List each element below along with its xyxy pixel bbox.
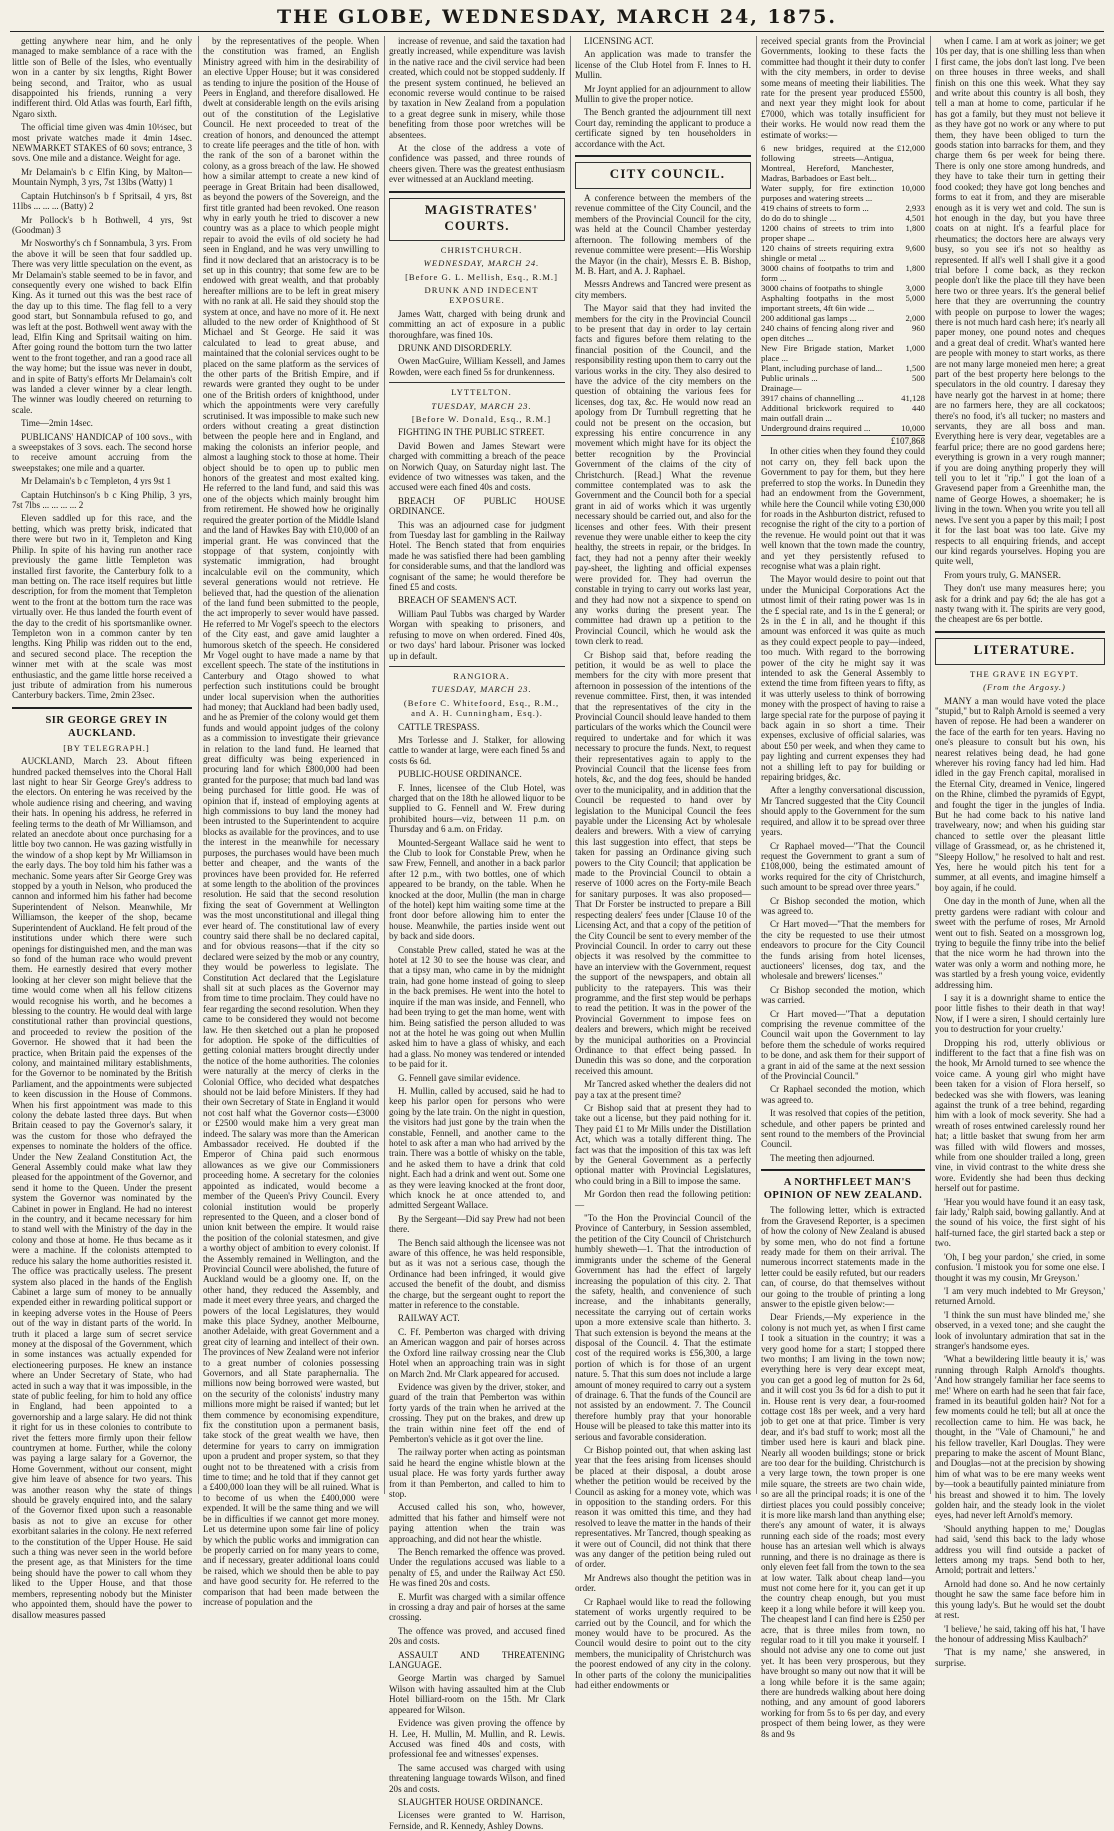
paragraph: Captain Hutchinson's b c King Philip, 3 yrs, 7st 7lbs ... ... ... ... 2 <box>12 489 192 511</box>
section-divider <box>389 191 565 193</box>
licensing-cases <box>575 36 751 149</box>
paragraph: Cr Raphael moved—"That the Council request the Government to grant a sum of £108,000, being the estimated amount of works required for the city of Christchurch, such amount to be spread over three years." <box>761 840 925 893</box>
estimate-amount: 2,933 <box>905 203 925 214</box>
paragraph: BREACH OF SEAMEN'S ACT. <box>398 595 517 606</box>
paragraph: Cr Hart moved—"That a deputation comprising the revenue committee of the Council wait upon the Government to lay before them the schedule of works required to be done, and ask them for their support of a grant in aid of the same at the next session of the Provincial Council." <box>761 1008 925 1082</box>
paragraph: The meeting then adjourned. <box>770 1152 875 1163</box>
estimate-amount: 1,800 <box>905 263 925 274</box>
northfleet-letter-end <box>935 36 1105 625</box>
paragraph: 'That is my name,' she answered, in surprise. <box>935 1647 1105 1668</box>
paragraph: Dropping his rod, utterly oblivious or indifferent to the fact that a fine fish was on the hook, Mr Arnold turned to see whence the voice came. A young girl who might have been taken for a vision of Flora herself, so bedecked was she with flowers, was leaning against the trunk of a tree behind, regarding him with a look of mock severity. She had a wreath of roses entwined carelessly round her hat; a little basket that swung from her arm was filled with wild flowers and mosses, while from one shoulder trailed a long, green vine, in vivid contrast to the white dress she wore. Evidently she had been thus decking herself out for pastime. <box>935 1037 1105 1194</box>
section-divider <box>575 155 751 157</box>
paragraph: 'Hear you would have found it an easy task, fair lady,' Ralph said, bowing gallantly. And at the sound of his voice, the first sight of his half-turned face, the girl started back a step or two. <box>935 1196 1105 1249</box>
paragraph: James Watt, charged with being drunk and committing an act of exposure in a public thoroughfare, was fined 10s. <box>389 308 565 340</box>
column-6 <box>935 36 1105 1668</box>
paragraph: BREACH OF PUBLIC HOUSE ORDINANCE. <box>389 495 565 517</box>
estimate-row <box>761 363 925 373</box>
grave-heading: THE GRAVE IN EGYPT. <box>970 668 1079 679</box>
estimate-row <box>761 323 925 343</box>
estimate-amount: 1,000 <box>905 343 925 354</box>
estimate-item: 3000 chains of footpaths to trim and form ... <box>761 263 894 284</box>
paragraph: E. Murfit was charged with a similar offence in crossing a dray and pair of horses at the same crossing. <box>389 1591 565 1623</box>
estimate-row <box>761 183 925 203</box>
paragraph: Mr Delamain's b c Elfin King, by Malton—Mountain Nymph, 3 yrs, 7st 13lbs (Watty) 1 <box>12 166 192 188</box>
paragraph: They don't use many measures here; you ask for a drink and pay 6d; the ale has got a nasty twang with it. The spirits are very good, the cheapest are 6s per bottle. <box>935 583 1105 625</box>
column-1 <box>12 36 192 1620</box>
estimate-amount: 500 <box>911 373 925 384</box>
courts-heading-box <box>389 198 565 241</box>
paragraph: Constable Prew called, stated he was at the hotel at 12 30 to see the house was clear, and that a tipsy man, who came in by the midnight train, had gone home instead of going to sleep in the back premises. He went into the hotel to inquire if the man was inside, and Fennell, who had been trying to get the man home, went with him. Being satisfied the person alluded to was not at the hotel he was going out when Mullin asked him to have a glass of whisky, and each had a glass. No money was tendered or intended to be paid for it. <box>389 944 566 1070</box>
paragraph: Mr Nosworthy's ch f Sonnambula, 3 yrs. From the above it will be seen that four saddled up. There was very little speculation on the event, as Mr Delamain's stable seemed to be in favor, and consequently every one wished to back Elfin King. As it turned out this was the best race of the day up to this time. The flag fell to a very good start, but Sonnambula refused to go, and was left at the post. Bothwell went away with the lead, Elfin King and Spritsail waiting on him. After going round the bottom turn the two latter went to the front together, and ran a good race all the way home; but the issue was never in doubt, and in spite of Batty's efforts Mr Delamain's colt was landed a clever winner by a clear length. The winner was loudly cheered on returning to scale. <box>12 238 192 415</box>
council-heading-box <box>575 162 751 189</box>
lyttelton-heading: LYTTELTON. <box>451 387 512 398</box>
estimate-amount: 4,501 <box>905 213 925 224</box>
paragraph: Mr Pollock's b h Bothwell, 4 yrs, 9st (Goodman) 3 <box>12 214 192 235</box>
paragraph: Cr Raphael would like to read the following statement of works urgently required to be carried out by the Council, and for which the money would have to be procured. As the Council would desire to point out to the city members, the municipality of Christchurch was the poorest endowed of any city in the colony. In other parts of the colony the municipalities had either endowments or <box>575 1596 751 1690</box>
paragraph: AUCKLAND, March 23. About fifteen hundred packed themselves into the Choral Hall last night to hear Sir George Grey's address to the electors. On entering he was received by the whole audience rising and cheering, and waving their hats. In opening his address, he referred in feeling terms to the death of Mr Williamson, and related an anecdote about once purchasing for a little boy two cannon. He was gazing wistfully in the window of a shop kept by Mr Williamson in the early days. The boy told him his father was a mechanic. Some years after Sir George Grey was stopped by a youth in Nelson, who produced the cannon and informed him his father had become Superintendent of Nelson. Meanwhile, Mr Williamson, the keeper of the shop, became Superintendent of Auckland. He felt proud of the institutions under which there were such openings for distinguished men, and the man was so fond of the human race who would prevent them. He earnestly desired that every mother looking at her clever son might believe that the time would come when all his fellow citizens would recognise his worth, and he becomes a blessing to the country. He would deal with large constitutional rather than provincial questions, and proceeded to review the position of the Governor. He showed that it had been the practice, when Britain paid the expenses of the colony, and maintained military establishments, for the Governor to be nominated by the British Parliament, and the appointments were subjected to keen discussion in the House of Commons. When his first appointment was made to this colony the debate lasted three days. But when Britain ceased to pay the Governor's salary, it was the custom for those who defrayed the expenses to nominate the holders of the office. Under the New Zealand Constitution Act, the General Assembly could make what law they pleased for the appointment of the Governor, and send it home to the Queen. Under the present system the Governor was nominated by the Cabinet in power in England. He had no interest in the country, and it became necessary for him to stand well with the Ministry of the day in the colony and those at home. He thus became as it were a machine. If the colonists attempted to reduce his salary the home authorities resisted it. The office was practically useless. The present system also placed in the hands of the English Cabinet a large sum of money to be annually expended either in rewarding political support or in keeping adverse votes in the House of Peers out of the way in distant parts of the world. In truth it placed a large sum of secret service money at the disposal of the Government, which in some instances was actually expended for electioneering purposes. He knew an instance where an Under Secretary of State, who had acted in such a way that it was impossible, in the state of public feeling, for him to hold any office in England, had been appointed to a governorship and a large salary. He did not think it right for us in these colonies to contribute to rivet the fetters more firmly upon their fellow countrymen at home. Further, while the colony was paying a large salary for a Governor, the Home Government, without our consent, might give him leave of absence for two years. This was another reason why the state of things should be gravely enquired into, and the salary of the Governor fixed upon such a reasonable basis as not to give an excuse for other exorbitant salaries in the colony. He next referred to the constitution of the Upper House. He said such a thing was never seen in the world before the present age, as that Ministers for the time being should have the power to call whom they liked to the Upper House, and that those members, representing nobody but the Minister who appointed them, should have the power to disallow measures passed <box>12 756 192 1620</box>
rangiora-date: TUESDAY, MARCH 23. <box>431 684 532 695</box>
estimates-total: £107,868 <box>761 435 925 446</box>
paragraph: Accused called his son, who, however, admitted that his father and himself were not paying attention when the train was approaching, and did not hear the whistle. <box>389 1502 565 1544</box>
estimate-item: Drainage— <box>761 383 802 394</box>
paragraph: Cr Bishop pointed out, that when asking last year that the fees arising from licenses should be placed at their disposal, a doubt arose whether the petition would be received by the Council as asking for a money vote, which was in opposition to the standing orders. For this reason it was omitted this time, and they had resolved to leave the matter in the hands of their representatives. Mr Tancred, though speaking as it were out of Council, did not think that there was any danger of the petition being ruled out of order. <box>575 1445 751 1570</box>
estimate-amount: 41,128 <box>901 393 925 404</box>
literature-heading-box <box>935 638 1105 665</box>
paragraph: by the representatives of the people. When the constitution was framed, an English Ministry agreed with him in the desirability of an elective Upper House; but it was considered as tending to injure the position of the House of Peers in England, and therefore disallowed. He dwelt at considerable length on the evils arising out of the constitution of the Legislative Council. He next proceeded to treat of the creation of honors, and denounced the attempt to create life peerages and the title of hon. with the rank of the son of a baronet within the colony, as a gross breach of the law. He showed how a similar attempt to create a new kind of peerage in Great Britain had been disallowed, as beyond the powers of the Sovereign, and the first title granted had been revoked. One reason why in early youth he tried to discover a new country was as a place to which people might repair to avoid the evils of old society he had seen in England, and he was very unwilling to find it now declared that an aristocracy is to be set up in this country; that some few are to be endowed with great wealth, and that probably hereafter millions are to be left in great misery with no rank at all. He said they should stop the system at once, and have no more of it. He next alluded to the new order of Knighthood of St Michael and St George. He said it was calculated to lead to great abuse, and maintained that the colonial services ought to be placed on the same platform as the services of the other parts of the British Empire, and if rewards were granted they ought to be under one of the British orders of knighthood, under which the appointments were very carefully scrutinised. It was impossible to make such new orders without creating a great distinction between the people here and in England, and making the colonists an inferior people, and almost a laughing stock to those at home. Their object should be to open up to public men honors of the greatest and most exalted king. He referred to the land fund, and said this was one of the objects which mainly brought him from retirement. He showed how he originally required the greater portion of the Middle Island and the land of Hawkes Bay with £10,000 of an imperial grant. He was convinced that the stoppage of that system, conjointly with systematic immigration, had brought incalculable evil on the community, which several generations would not retrieve. He believed that, had the question of the alienation of the land fund been submitted to the people, the act improperly to sever would have passed. He referred to Mr Vogel's speech to the electors of the City east, and gave amid laughter a humorous sketch of the speech. He considered Mr Vogel ought to have made a name by that excellent speech. The state of the institutions in Canterbury and Otago showed to what perfection such institutions could be brought under local supervision when the authorities had money; that Auckland had been badly used, and he as Premier of the colony would get them funds and would appoint judges of the colony as a commission to investigate their grievance in relation to the land fund. He learned that great difficulty was being experienced in procuring land for which £800,000 had been granted for the purpose; that much bad land was being purchased for little good. He was of opinion that if, instead of employing agents at high commissions to buy land the money had been intrusted to the Superintendent to acquire blocks as available for the provinces, and to use the interest in the meanwhile for necessary purposes, the purchases would have been much better and cheaper, and the wants of the provinces have been provided for. He referred at some length to the abolition of the provinces resolution. He said that the second resolution fixing the seat of Government at Wellington was the most unconstitutional and illegal thing ever heard of. The constitutional law of every country said there shall be no declared capital, and for obvious reasons—that if the city so declared were seized by the mob or any country, they would be powerless to legislate. The Constitution Act declared that the Legislature shall sit at such places as the Governor may from time to time proclaim. They could have no fear regarding the second resolution. When they came to be considered they would not become law. He then sketched out a plan he proposed for adoption. He spoke of the difficulties of getting colonial matters brought directly under the notice of the home authorities. The colonies were naturally at the mercy of clerks in the Colonial Office, who decided what despatches should not be laid before Ministers. If they had their own Secretary of State in England it would not cost half what the Governor costs—£3000 or £2500 would make him a very great man indeed. The salary was more than the American Ambassador received. He doubted if the Emperor of China paid such enormous allowances as we give our Commissioners proceeding home. A secretary for the colonies appointed as indicated, would become a member of the Queen's Privy Council. Every colonial institution would be properly represented to the Queen, and a closer bond of union knit between the empire. It would raise the position of the colonial statesmen, and give a worthy object of ambition to every colonist. If the Assembly remained in Wellington, and the Provincial Council were abolished, the future of Auckland would be a gloomy one. If, on the other hand, they reduced the Assembly, and made it meet every three years, and charged the powers of the local Legislatures, they would make this place Sydney, another Melbourne, another Adelaide, with great Government and a great city of learning and intellect of their own. The provinces of New Zealand were not inferior to a great number of colonies possessing Governors, and all State paraphernalia. The millions now being borrowed were wasted, but on the security of the colonists' industry many millions more might be raised if wanted; but let them commence by economising expenditure, fix the constitution upon a permanent basis, take stock of the great wealth we have, then determine for years to carry on immigration upon a prudent and proper system, so that they ought not to be threatened with a crisis from time to time; and he told that if they cannot get a £400,000 loan they will be all ruined. What is to become of us when the £400,000 were expended. It will be the same thing and we will be in difficulties if we cannot get more money. Let us determine upon some fair line of policy by which the public works and immigration can be properly carried on for many years to come, and if necessary, greater additional loans could be raised, which we should then be able to pay and have good security for. He referred to the comparison that had been made between the increase of population and the <box>203 36 380 1607</box>
paragraph: After a lengthy conversational discussion, Mr Tancred suggested that the City Council should apply to the Government for the sum required, and allow it to be spread over three years. <box>761 785 925 838</box>
paragraph: Mr Gordon then read the following petition:— <box>575 1189 751 1210</box>
paragraph: Captain Hutchinson's b f Spritsail, 4 yrs, 8st 11lbs ... ... ... (Batty) 2 <box>12 190 192 212</box>
estimate-item: do do do to shingle ... <box>761 213 837 224</box>
paragraph: This was an adjourned case for judgment from Tuesday last for gambling in the Railway Hotel. The Bench stated that from enquiries made he was satisfied there had been gambling for considerable sums, and that the landlord was cognisant of the same; he would therefore be fined £5 and costs. <box>389 519 565 593</box>
paragraph: Mr Joynt applied for an adjournment to allow Mullin to give the proper notice. <box>575 83 751 105</box>
paragraph: Licenses were granted to W. Harrison, Fernside, and R. Kennedy, Ashley Downs. <box>389 1810 565 1831</box>
paragraph: MANY a man would have voted the place "stupid," but to Ralph Arnold is seemed a very haven of repose. He had been a wanderer on the face of the earth for ten years. Having no one's pleasure to consult but his own, his nearest relatives being dead, he had gone wherever his roving fancy had led him. Had idled in the gay French capital, moralised in the Eternal City, dreamed in Venice, lingered on the Rhine, climbed the pyramids of Egypt, and fought the tiger in the jungles of India. But he had come back to his native land travelweary, now; and when his guiding star chanced to settle over the pleasant little village of Grassmead, or, as he christened it, "Sleepy Hollow," he resolved to halt and rest. Yes, here he would pitch his tent for a summer, at all events, and imagine himself a boy again, if he could. <box>935 695 1105 893</box>
racing-report <box>12 36 192 701</box>
paragraph: Mr Delamain's b c Templeton, 4 yrs 9st 1 <box>21 476 172 487</box>
paragraph: 'What a bewildering little beauty it is,' was running through Ralph Arnold's thoughts. 'And how strangely familiar her face seems to me!' Where on earth had he seen that fair face, framed in its beautiful golden hair? Not for a few moments could he tell; but all at once the recollection came to him. He was back, he thought, in the "Vale of Chamouni," he and his fellow traveller, Karl Douglas. They were preparing to make the ascent of Mount Blanc, and Douglas—not at the precision by showing him of what was to be ere many weeks went by—took a beautifully painted miniature from his breast and showed it to him. The lovely golden hair, and the steady look in the violet eyes, had never left Arnold's memory. <box>935 1354 1105 1521</box>
grey-subheading: [BY TELEGRAPH.] <box>63 742 150 753</box>
paragraph: "To the Hon the Provincial Council of the Province of Canterbury, in Session assembled, the petition of the City Council of Christchurch humbly sheweth—1. That the introduction of immigrants under the scheme of the General Government has had the effect of largely increasing the population of this city. 2. That the safety, health, and convenience of such increase, and the inhabitants generally, necessitate the carrying out of certain works upon a more extensive scale than hitherto. 3. That such extension is beyond the means at the disposal of the Council. 4. That the estimate cost of the required works is £56,300, a large portion of which is for those of an urgent nature. 5. That this sum does not include a large amount of money required to carry out a system of drainage. 6. That the funds of the Council are not assisted by an endowment. 7. The Council therefore humbly pray that your honorable House will be pleased to take this matter into its serious and favorable consideration. <box>575 1213 751 1442</box>
paragraph: 'Should anything happen to me,' Douglas had said, 'send this back to the lady whose address you will find outside a packet of letters among my traps. Send both to her, Arnold; portrait and letters.' <box>935 1523 1105 1576</box>
lyttelton-cases <box>389 427 565 661</box>
estimate-item: New Fire Brigade station, Market place ... <box>761 343 894 364</box>
estimate-item: 3917 chains of channelling ... <box>761 393 864 404</box>
rangiora-cases <box>389 722 565 1831</box>
paragraph: H. Mullin, called by accused, said he had to keep his parlor open for persons who were going by the late train. On the night in question, the visitors had just gone by the train when the constable, Fennell, and another came to the hotel to ask after a man who had arrived by the train. There was a bottle of whisky on the table, and he asked them to have a drink that cold night. Each had a drink and went out. Some one as they were leaving knocked at the front door, which knock he at once attended to, and admitted Sergeant Wallace. <box>389 1085 565 1211</box>
estimate-row <box>761 143 925 183</box>
paragraph: Cr Bishop seconded the motion, which was agreed to. <box>761 895 925 916</box>
paragraph: Mr Andrews also thought the petition was in order. <box>575 1572 751 1594</box>
paragraph: LICENSING ACT. <box>584 36 654 46</box>
estimate-row <box>761 243 925 263</box>
rangiora-heading: RANGIORA. <box>453 670 510 681</box>
estimate-item: 240 chains of fencing along river and open ditches ... <box>761 323 894 344</box>
estimate-row <box>761 343 925 363</box>
estimate-row <box>761 203 925 213</box>
paragraph: Arnold had done so. And he now certainly thought he saw the same face before him in this young lady's. But he would set the doubt at rest. <box>935 1578 1105 1621</box>
estimate-row <box>761 373 925 383</box>
estimate-amount: 1,500 <box>905 363 925 374</box>
paragraph: George Martin was charged by Samuel Wilson with having assaulted him at the Club Hotel billiard-room on the 15th. Mr Clark appeared for Wilson. <box>389 1673 565 1715</box>
paragraph: William Paul Tubbs was charged by Warder Worgan with speaking to prisoners, and refusing to move on when ordered. Fined 40s, or two days' hard labour. Prisoner was locked up in default. <box>389 608 565 661</box>
section-divider <box>389 666 565 667</box>
paragraph: Evidence was given proving the offence by H. Lee, H. Mullin, M. Mullin, and R. Lewis. Accused was fined 40s and costs, with professional fee and witnesses' expenses. <box>389 1718 565 1760</box>
paragraph: 'I think the sun must have blinded me,' she observed, in a vexed tone; and she caught the look of involuntary admiration that sat in the stranger's handsome eyes. <box>935 1309 1105 1351</box>
chch-cases <box>389 309 565 377</box>
section-divider <box>12 707 192 709</box>
courts-heading: MAGISTRATES' COURTS. <box>424 201 539 233</box>
column-rule <box>384 36 385 1494</box>
paragraph: PUBLIC-HOUSE ORDINANCE. <box>398 769 522 780</box>
northfleet-letter <box>761 1205 925 1739</box>
council-intro: received special grants from the Provincial Governments, looking to these facts the committee had thought it their duty to confer with the city members, in order to devise some means of meeting their liabilities. The rate for the present year produced £5500, and next year they might look for about £7000, which was totally insufficient for their works. He would now read them the estimate of works:— <box>761 36 925 140</box>
estimate-row <box>761 283 925 293</box>
paragraph: SLAUGHTER HOUSE ORDINANCE. <box>398 1796 543 1807</box>
paragraph: Mr Tancred asked whether the dealers did not pay a tax at the present time? <box>575 1079 751 1100</box>
paragraph: Evidence was given by the driver, stoker, and guard of the train that Pemberton was within forty yards of the train when he arrived at the crossing. They put on the brakes, and drew up the train within nine feet off the end of Pemberton's vehicle as it got over the line. <box>389 1381 565 1444</box>
estimate-amount: 10,000 <box>901 183 925 194</box>
masthead-rule <box>10 31 1104 32</box>
paragraph: The Bench said although the licensee was not aware of this offence, he was held responsible, but as it was not a serious case, though the Ordinance had been infringed, it would give accused the benefit of the doubt, and dismiss the charge, but the sergeant ought to report the matter in reference to the constable. <box>389 1237 565 1311</box>
estimate-row <box>761 423 925 433</box>
paragraph: Time—2min 14sec. <box>21 418 93 429</box>
estimate-amount: 3,000 <box>905 283 925 294</box>
section-divider <box>389 382 565 383</box>
estimate-row <box>761 293 925 313</box>
paragraph: Mrs Torlesse and J. Stalker, for allowing cattle to wander at large, were each fined 5s and costs 6s 6d. <box>389 734 565 766</box>
paragraph: Mounted-Sergeant Wallace said he went to the Club to look for Constable Prew, when he saw Frew, Fennell, and another in a back parlor after 12 p.m., with two bottles, one of which appeared to be brandy, on the table. When he knocked at the door, Mullin (the man in charge of the hotel) kept him waiting some time at the front door before allowing him to enter the house. Meanwhile, the parties inside went out by back and side doors. <box>389 837 565 942</box>
paragraph: The offence was proved, and accused fined 20s and costs. <box>389 1625 565 1647</box>
estimate-item: 1200 chains of streets to trim into proper shape ... <box>761 223 894 244</box>
council-report-end <box>761 446 925 1163</box>
paragraph: The Bench granted the adjournment till next Court day, reminding the applicant to produce a certificate signed by ten householders in accordance with the Act. <box>575 107 751 149</box>
grey-article <box>12 756 192 1620</box>
estimate-amount: 960 <box>911 323 925 334</box>
paragraph: The railway porter when acting as pointsman said he heard the engine whistle blown at the usual place. He was forty yards further away from it than Pemberton, and called to him to stop. <box>389 1447 565 1499</box>
drunk-heading: DRUNK AND INDECENT EXPOSURE. <box>424 284 539 306</box>
estimate-amount: 5,000 <box>905 293 925 304</box>
grave-source: (From the Argosy.) <box>983 682 1066 693</box>
paragraph: An application was made to transfer the license of the Club Hotel from F. Innes to H. Mullin. <box>575 49 751 81</box>
chch-date: WEDNESDAY, MARCH 24. <box>423 258 540 269</box>
northfleet-heading: A NORTHFLEET MAN'S OPINION OF NEW ZEALAND. <box>763 1177 923 1202</box>
paragraph: 'I am very much indebted to Mr Greyson,' returned Arnold. <box>935 1285 1105 1307</box>
paragraph: Owen MacGuire, William Kessell, and James Rowden, were each fined 5s for drunkenness. <box>389 356 565 377</box>
estimate-item: Plant, including purchase of land... <box>761 363 883 374</box>
column-5 <box>761 36 925 1739</box>
grey-article-end <box>389 36 565 185</box>
paragraph: In other cities when they found they could not carry on, they fell back upon the Government to pay for them, but they here preferred to stop the works. In Dunedin they had an endowment from the Government, while here the Council while voting £30,000 for roads in the Ashburton district, refused to recognise the right of the city to a portion of the revenue. He would point out that it was well known that the town made the country, and yet they persistently refused to recognise what was a plain right. <box>761 446 925 571</box>
estimates-table <box>761 143 925 433</box>
estimate-row <box>761 313 925 323</box>
paragraph: Cr Bishop said that at present they had to take out a license, but they paid nothing for it. They paid £1 to Mr Mills under the Distillation Act, which was a totally different thing. The fact was that the imposition of this tax was left by the General Government as a perfectly optional matter with Provincial Legislatures, who could bring in a Bill to impose the same. <box>575 1103 751 1186</box>
paragraph: The following letter, which is extracted from the Gravesend Reporter, is a specimen of how the colony of New Zealand is abused by some men, who do not find a fortune ready made for them on their arrival. The numerous incorrect statements made in the letter could be easily refuted, but our readers can, of course, do that themselves without our going to the trouble of printing a long answer to the epistle given below:— <box>761 1205 925 1309</box>
lyttelton-date: TUESDAY, MARCH 23. <box>431 400 532 411</box>
rangiora-bench: (Before C. Whitefoord, Esq., R.M., and A. H. Cunningham, Esq.). <box>403 697 560 719</box>
column-rule <box>198 36 199 1494</box>
estimate-row <box>761 213 925 223</box>
estimate-amount: 1,800 <box>905 223 925 234</box>
masthead: THE GLOBE, WEDNESDAY, MARCH 24, 1875. <box>277 6 837 28</box>
chch-heading: CHRISTCHURCH. <box>440 244 523 255</box>
paragraph: ASSAULT AND THREATENING LANGUAGE. <box>389 1649 565 1671</box>
estimate-amount: 9,600 <box>905 243 925 254</box>
column-rule <box>930 36 931 1494</box>
grave-story <box>935 696 1105 1669</box>
estimate-item: Underground drains required ... <box>761 423 871 434</box>
estimate-item: Additional brickwork required to main outfall drain ... <box>761 403 894 424</box>
estimate-row <box>761 383 925 393</box>
paragraph: F. Innes, licensee of the Club Hotel, was charged that on the 18th he allowed liquor to be supplied to G. Fennell and W. Frew during prohibited hours—viz, between 11 p.m. on Thursday and 6 a.m. on Friday. <box>389 782 565 835</box>
estimate-row <box>761 403 925 423</box>
paragraph: getting anywhere near him, and he only managed to make semblance of a race with the little son of Belle of the Isles, who eventually won in a canter by six lengths, Right Bower being second, and Traitor, who as usual disappointed his friends, running a very indifferent third. Old Atlas was fourth, Earl fifth, Ngaro sixth. <box>12 36 192 119</box>
estimate-item: 419 chains of streets to form ... <box>761 203 869 214</box>
estimate-item: 200 additional gas lamps ... <box>761 313 857 324</box>
paragraph: RAILWAY ACT. <box>398 1313 460 1324</box>
grey-article-continued <box>203 36 379 1607</box>
paragraph: DRUNK AND DISORDERLY. <box>398 342 512 353</box>
section-divider <box>761 1169 925 1171</box>
paragraph: FIGHTING IN THE PUBLIC STREET. <box>398 427 545 438</box>
paragraph: PUBLICANS' HANDICAP of 100 sovs., with a sweepstakes of 3 sovs. each. The second horse to receive amount accruing from the sweepstakes; one mile and a quarter. <box>12 431 192 473</box>
estimate-amount: 440 <box>911 403 925 414</box>
column-rule <box>570 36 571 1494</box>
grey-heading: SIR GEORGE GREY IN AUCKLAND. <box>45 714 168 739</box>
paragraph: Messrs Andrews and Tancred were present as city members. <box>575 279 751 300</box>
paragraph: The Mayor would desire to point out that under the Municipal Corporations Act the utmost limit of their rating power was 1s in the £ special rate, and 1s in the £ general; or 2s in the £ in all, and he thought if this amount was enforced it was quite as much as they could expect people to pay—indeed, too much. With regard to the borrowing power of the city he might say it was intended to ask the General Assembly to extend the time from fifteen years to fifty, as it was utterly useless to think of borrowing money with the prospect of having to raise a large special rate for the purpose of paying it back again in so short a time. Their expenses, exclusive of official salaries, was about £50 per week, and when they came to pay lighting and current expenses they had not a shilling left to pay for building or repairing bridges, &c. <box>761 574 925 783</box>
estimate-item: 3000 chains of footpaths to shingle <box>761 283 883 294</box>
estimate-item: Asphalting footpaths in the most important streets, 4ft 6in wide ... <box>761 293 894 314</box>
paragraph: Cr Bishop said that, before reading the petition, it would be as well to place the members for the city with more present that afternoon in possession of the intentions of the revenue committee. First, then, it was intended that the representatives of the city in the Provincial Council should leave handed to them particulars of the works which the Council were required to undertake and for which it was necessary to procure the funds. Next, to request their representatives again to apply to the Provincial Council that the license fees from hotels, &c, and the dog fees, should be handed over to the municipality, and in addition that the Council be requested to hand over by legislation to the Municipal Council the fees payable under the Licensing Act by wholesale dealers and brewers. With a view of carrying this last suggestion into effect, that steps be taken for passing an Ordinance giving such powers to the City Council; that application be made to the Provincial Council to obtain a reserve of 1000 acres on the Forty-mile Beach for sanitary purposes. It was also proposed—That Dr Forster be instructed to prepare a Bill respecting dealers' fees under [Clause 10 of the Licensing Act, and that a copy of the petition of the City Council be sent to every member of the Provincial Council. In order to carry out these objects it was resolved by the committee to have an interview with the Government, request the support of the newspapers, and obtain all publicity to the ratepayers. This was their programme, and the first step would be perhaps to read the petition. It was in the power of the Provincial Government to impose fees on dealers and brewers, which might be received by the municipal authorities on a Provincial Ordinance to that effect being passed. In Dunedin this was so done, and the corporation received this amount. <box>575 649 751 1076</box>
paragraph: David Bowen and James Stewart were charged with committing a breach of the peace on Norwich Quay, on Saturday night last. The evidence of two witnesses was taken, and the accused were each fined 40s and costs. <box>389 440 565 493</box>
paragraph: when I came. I am at work as joiner; we get 10s per day, that is one shilling less than when I first came, the jobs don't last long. I've been on three houses in three weeks, and shall finish on this one this week. What they say and write about this country is all bosh, they tell a man at home to come, particular if he has got a family, but they must not believe it as they have got no work or any where to put them, they have been obliged to turn the goods station into barracks for them, and they charge them 6s per week for being there. There is only one store among hundreds, and they have to take their turn in getting their food cooked; they have got long benches and forms to eat it from, and they are miserable enough as it is very wet and cold. The sun is hot enough in the day, but you have three coats on at night. It's a fearful place for rheumatics; the doctors here are always very busy, so you see it's not so healthy as represented. If all's well I shall give it a good trial before I come back, as they reckon people don't like the place till they have been here two or three years. It's the general belief here that they are overrunning the country with people on purpose to lower the wages; there is not much hard cash here; it's nearly all paper money, one pound notes and cheques and a great deal of credit. What's wanted here are people with money to start works, as there are not many large moneied men here; a great part of the best property here belongs to the speculators in the old country. I daresay they have nearly got the harvest in at home; there are no farmers here, they are all cockatoos; there's no food, it's all tucker; no masters and servants, they are all boss and man. Everything here is very dear, vegetables are a fearful price; there are no good gardens here; everything is grown in a very rough manner; if you are doing anything properly they will tell you to let it "rip." I got the loan of a Gravesend paper from a Greenhithe man, the name of George Howes, a shoemaker; he is living in the town. When you write you tell all news. I've sent you a paper by this mail; I post it for the last boat was too late. Give my respects to all enquiring friends, and accept our kind regards yourselves. Hoping you are quite well, <box>935 36 1105 567</box>
paragraph: By the Sergeant—Did say Prew had not been there. <box>389 1213 565 1235</box>
estimate-row <box>761 393 925 403</box>
paragraph: 'Oh, I beg your pardon,' she cried, in some confusion. 'I mistook you for some one else. I thought it was my cousin, Mr Greyson.' <box>935 1251 1105 1283</box>
column-rule <box>756 36 757 1494</box>
estimate-item: Water supply, for fire extinction purposes and watering streets ... <box>761 183 894 204</box>
paragraph: Dear Friends,—My experience in the colony is not much yet, as when I first came I took a situation in the country; it was a very good home for a start; I stopped there two months; I am living in the town now; everything here is very dear except meat, you can get a good leg of mutton for 2s 6d, and it will cost you 3s 6d for a dish to put it in. House rent is very dear, a four-roomed cottage cost 18s per week, and a very hard job to get one at that price. Timber is very dear, and it's bad stuff to work; most all the timber used here is kauri and black pine. Nearly all wooden buildings; stone or brick are too dear for the building. Christchurch is a very large town, the town proper is one mile square, the streets are two chain wide, so are all the principal roads; it is one of the dirtiest places you could possibly conceive; it is more like marsh land than anything else; there's any amount of water, it is always running each side of the roads; most every house has an artesian well which is always running, and there is no drainage as there is only eleven feet fall from the town to the sea at low water. Talk about cheap land—you must not come here for it, you can get it up the country cheap enough, but you must keep it a long while before it will keep you. The cheapest land I can find here is £250 per acre, that is three miles from town, no regular road to it till you make it yourself. I should not advise any one to come out just yet. It has been very prosperous, but they have brought so many out now that it will be a long while before it is the same again; there are hundreds walking about here doing nothing, and any amount of good laborers working for from 5s to 6s per day, and every prospect of them being lower, as they were 8s and 9s <box>761 1312 925 1739</box>
paragraph: A conference between the members of the revenue committee of the City Council, and the members of the Provincial Council for the city, was held at the Council Chamber yesterday afternoon. The following members of the revenue committee were present:—His Worship the Mayor (in the chair), Messrs E. B. Bishop, M. B. Hart, and A. J. Raphael. <box>575 193 751 276</box>
paragraph: One day in the month of June, when all the pretty gardens were radiant with colour and sweet with the perfume of roses, Mr Arnold went out to fish. Seated on a mossgrown log, trying to beguile the finny tribe into the belief that the nice worm he had thrown into the water was only a worm and nothing more, he was startled by a fresh young voice, evidently addressing him. <box>935 896 1105 990</box>
estimate-row <box>761 263 925 283</box>
paragraph: The same accused was charged with using threatening language towards Wilson, and fined 20s and costs. <box>389 1762 565 1794</box>
paragraph: 'I believe,' he said, taking off his hat, 'I have the honour of addressing Miss Kaulbach?' <box>935 1623 1105 1644</box>
paragraph: Cr Hart moved—"That the members for the city be requested to use their utmost endeavors to procure for the City Council the funds arising from hotel licenses, auctioneers' licenses, dog tax, and the wholesale and brewers' licenses." <box>761 919 925 982</box>
estimate-amount: 2,000 <box>905 313 925 324</box>
estimate-item: 120 chains of streets requiring extra shingle or metal ... <box>761 243 894 264</box>
council-heading: CITY COUNCIL. <box>609 166 726 182</box>
estimate-row <box>761 223 925 243</box>
estimate-item: 6 new bridges, required at the following streets—Antigua, Montreal, Hereford, Manchester, Madras, Barbadoes or East belt... <box>761 143 894 184</box>
column-2 <box>203 36 380 1607</box>
estimate-amount <box>894 383 925 393</box>
paragraph: From yours truly, G. MANSER. <box>944 569 1061 580</box>
estimate-item: Public urinals ... <box>761 373 818 384</box>
literature-heading: LITERATURE. <box>973 641 1076 657</box>
column-4 <box>575 36 751 1690</box>
paragraph: The official time given was 4min 10½sec, but most private watches made it 4min 14sec. NEWMARKET STAKES of 60 sovs; entrance, 3 sovs. One mile and a distance. Weight for age. <box>12 122 192 164</box>
paragraph: Cr Bishop seconded the motion, which was carried. <box>761 984 925 1006</box>
estimate-amount: £12,000 <box>896 143 925 154</box>
chch-bench: [Before G. L. Mellish, Esq., R.M.] <box>405 271 558 282</box>
council-report <box>575 193 751 1690</box>
paragraph: The Bench remarked the offence was proved. Under the regulations accused was liable to a penalty of £5, and under the Railway Act £50. He was fined 20s and costs. <box>389 1547 565 1589</box>
paragraph: Eleven saddled up for this race, and the betting, which was pretty brisk, indicated that there were but two in it, Templeton and King Philip. In spite of his having run another race previously the game little Templeton was installed first favorite, the Canterbury folk to a man betting on. The race itself requires but little description, for from the moment that Templeton went to the front at the bottom turn the race was virtually over. He thus landed the fourth event of the day to the credit of his sportsmanlike owner. Templeton won in a common canter by ten lengths. King Philip was ridden out to the end, and secured second place. The reception the winner met with at the scale was most enthusiastic, and the game little horse received a just tribute of admiration from his numerous Canterbury backers. Time, 2min 23sec. <box>12 513 192 701</box>
column-3 <box>389 36 566 1831</box>
paragraph: C. Ff. Pemberton was charged with driving an American waggon and pair of horses across the Oxford line railway crossing near the Club Hotel when an approaching train was in sight on March 2nd. Mr Clark appeared for accused. <box>389 1326 565 1379</box>
paragraph: It was resolved that copies of the petition, schedule, and other papers be printed and sent round to the members of the Provincial Council. <box>761 1108 925 1150</box>
paragraph: Cr Raphael seconded the motion, which was agreed to. <box>761 1084 925 1105</box>
paragraph: I say it is a downright shame to entice the poor little fishes to their death in that way! Now, if I were a siren, I should certainly lure you to destruction for your cruelty.' <box>935 992 1105 1035</box>
paragraph: G. Fennell gave similar evidence. <box>398 1072 521 1083</box>
paragraph: increase of revenue, and said the taxation had greatly increased, while expenditure was lavish in the native race and the civil service had been created, which could not be stopped suddenly. If the present system continued, he believed an economic reverse would continue to be raised by taxation in New Zealand from a population to a great degree sunk in misery, while those benefiting from those poor wretches will be absentees. <box>389 36 565 140</box>
estimate-amount: 10,000 <box>901 423 925 434</box>
paragraph: The Mayor said that they had invited the members for the city in the Provincial Council to be present that day in order to lay certain facts and figures before them relating to the financial position of the Council, and the responsibility resting upon them to carry out the various works in the city. They also desired to have the advice of the city members on the question of obtaining the various fees for licenses, dog tax, &c. He would now read an apology from Dr Turnbull regretting that he could not be present on the occasion, but expressing his entire concurrence in any movement which might have for its object the better recognition by the Provincial Government of the claims of the city of Christchurch. [Read.] What the revenue committee contemplated was to ask the Government and the Council both for a special grant in aid of works which it was urgently necessary should be carried out, and also for the licenses and other fees. With their present revenue they were unable either to keep the city healthy, the streets in repair, or the bridges. In fact, they had not a penny after their weekly pay-sheet, the lighting and official expenses were provided for. They had overrun the constable in trying to carry out works last year, and they had now not a sixpence to spend on any works during the present year. The committee had drawn up a petition to the Provincial Council, which he would ask the town clerk to read. <box>575 303 751 647</box>
section-divider <box>935 631 1105 633</box>
lyttelton-bench: [Before W. Donald, Esq., R.M.] <box>411 413 552 424</box>
paragraph: At the close of the address a vote of confidence was passed, and three rounds of cheers given. There was the greatest enthusiasm ever witnessed at an Auckland meeting. <box>389 143 565 185</box>
paragraph: CATTLE TRESPASS. <box>398 721 480 732</box>
